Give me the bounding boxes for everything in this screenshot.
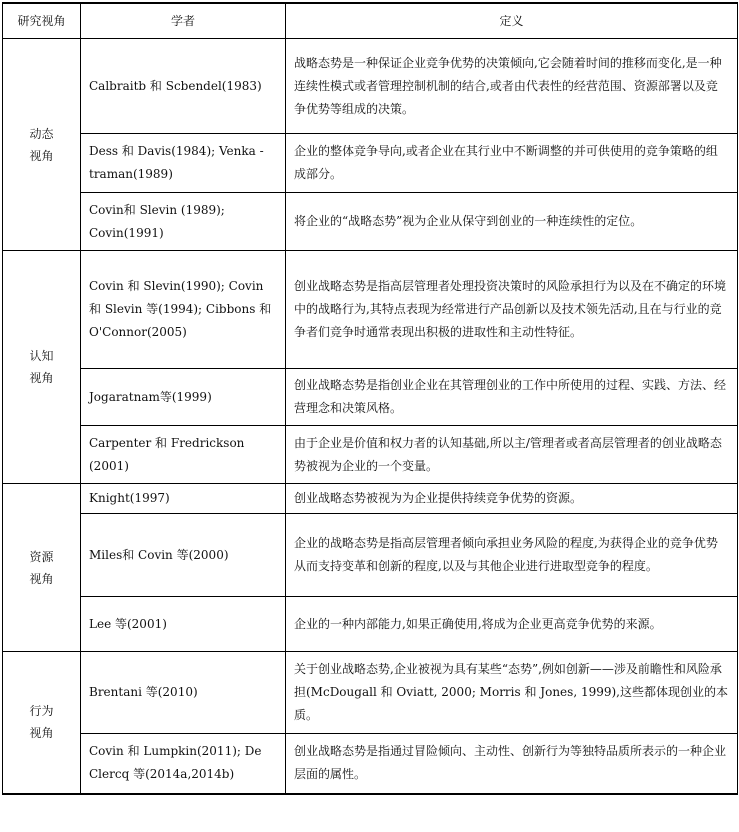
definition-cell: 企业的一种内部能力,如果正确使用,将成为企业更高竞争优势的来源。: [286, 597, 738, 652]
table-row: [3, 652, 738, 734]
header-row: [3, 3, 738, 39]
scholar-cell: Jogaratnam等(1999): [81, 369, 286, 426]
scholar-cell: Knight(1997): [81, 484, 286, 514]
table-row: [3, 514, 738, 597]
perspective-label-line1: 资源: [29, 549, 54, 564]
table-row: [3, 369, 738, 426]
perspective-cognitive: [3, 251, 81, 484]
scholar-cell: Calbraitb 和 Scbendel(1983): [81, 39, 286, 134]
table-row: [3, 251, 738, 369]
scholar-cell: Brentani 等(2010): [81, 652, 286, 734]
definition-cell: 创业战略态势被视为为企业提供持续竞争优势的资源。: [286, 484, 738, 514]
definition-cell: 企业的整体竞争导向,或者企业在其行业中不断调整的并可供使用的竞争策略的组成部分。: [286, 134, 738, 193]
literature-table: [2, 2, 738, 795]
perspective-label-line1: 认知: [29, 349, 54, 363]
scholar-cell: Carpenter 和 Fredrickson (2001): [81, 426, 286, 484]
header-definition: 定义: [286, 3, 738, 39]
perspective-resource: [3, 484, 81, 652]
table-row: [3, 39, 738, 134]
table-row: [3, 134, 738, 193]
definition-cell: 创业战略态势是指创业企业在其管理创业的工作中所使用的过程、实践、方法、经营理念和决策风格。: [286, 369, 738, 426]
perspective-label-line2: 视角: [29, 148, 54, 163]
definition-cell: 创业战略态势是指高层管理者处理投资决策时的风险承担行为以及在不确定的环境中的战略行为,其特点表现为经常进行产品创新以及技术领先活动,且在与行业的竞争者们竞争时通常表现出积极的进取性和主动性特征。: [286, 251, 738, 369]
definition-cell: 战略态势是一种保证企业竞争优势的决策倾向,它会随着时间的推移而变化,是一种连续性模式或者管理控制机制的结合,或者由代表性的经营范围、资源部署以及竞争优势等组成的决策。: [286, 39, 738, 134]
perspective-behavioral: [3, 652, 81, 794]
scholar-cell: Covin 和 Slevin(1990); Covin 和 Slevin 等(1994); Cibbons 和 O'Connor(2005): [81, 251, 286, 369]
scholar-cell: Miles和 Covin 等(2000): [81, 514, 286, 597]
perspective-label-line1: 行为: [29, 704, 54, 719]
perspective-label-line2: 视角: [29, 371, 54, 385]
table-row: [3, 597, 738, 652]
scholar-cell: Covin 和 Lumpkin(2011); De Clercq 等(2014a,2014b): [81, 734, 286, 794]
definition-cell: 创业战略态势是指通过冒险倾向、主动性、创新行为等独特品质所表示的一种企业层面的属性。: [286, 734, 738, 794]
definition-cell: 关于创业战略态势,企业被视为具有某些“态势”,例如创新——涉及前瞻性和风险承担(McDougall 和 Oviatt, 2000; Morris 和 Jones, 1999),这些都体现创业的本质。: [286, 652, 738, 734]
scholar-cell: Dess 和 Davis(1984); Venka -traman(1989): [81, 134, 286, 193]
perspective-dynamic: [3, 39, 81, 251]
header-perspective: 研究视角: [3, 3, 81, 39]
header-scholar: 学者: [81, 3, 286, 39]
table-row: [3, 734, 738, 794]
definition-cell: 企业的战略态势是指高层管理者倾向承担业务风险的程度,为获得企业的竞争优势从而支持变革和创新的程度,以及与其他企业进行进取型竞争的程度。: [286, 514, 738, 597]
perspective-label-line2: 视角: [29, 726, 54, 741]
definition-cell: 将企业的“战略态势”视为企业从保守到创业的一种连续性的定位。: [286, 193, 738, 251]
definition-cell: 由于企业是价值和权力者的认知基础,所以主/管理者或者高层管理者的创业战略态势被视为企业的一个变量。: [286, 426, 738, 484]
table-row: [3, 193, 738, 251]
scholar-cell: Lee 等(2001): [81, 597, 286, 652]
scholar-cell: Covin和 Slevin (1989); Covin(1991): [81, 193, 286, 251]
perspective-label-line1: 动态: [29, 126, 54, 141]
perspective-label-line2: 视角: [29, 571, 54, 586]
table-row: [3, 426, 738, 484]
table-row: [3, 484, 738, 514]
